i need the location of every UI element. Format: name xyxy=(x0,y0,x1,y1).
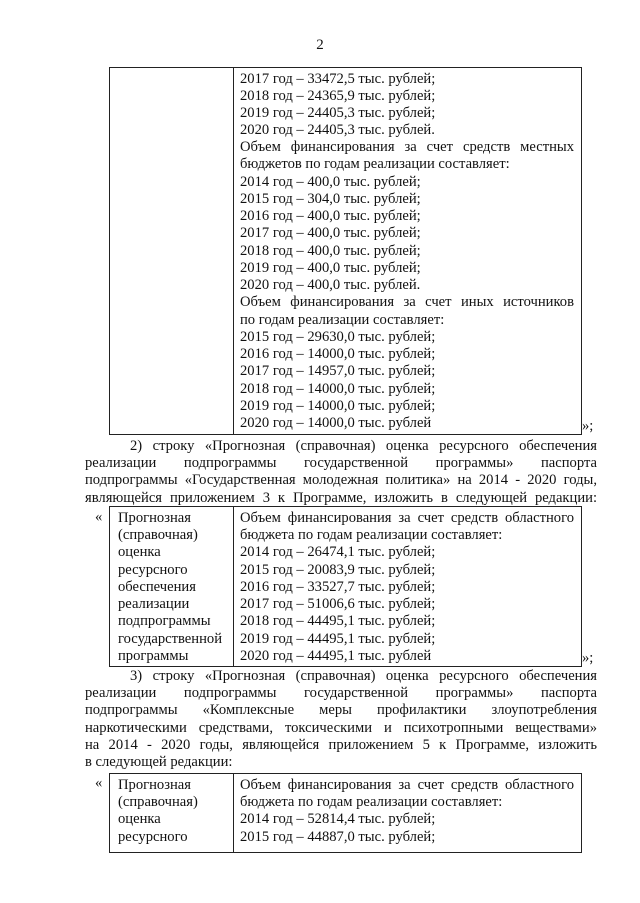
t2-right-line: 2016 год – 33527,7 тыс. рублей; xyxy=(240,579,436,595)
table-3-open-quote: « xyxy=(95,775,103,791)
t2-left-line: (справочная) xyxy=(118,527,198,543)
t1-line: 2016 год – 14000,0 тыс. рублей; xyxy=(240,346,436,362)
t1-line: 2017 год – 33472,5 тыс. рублей; xyxy=(240,71,436,87)
t2-left-line: Прогнозная xyxy=(118,510,191,526)
t2-right-line: 2020 год – 44495,1 тыс. рублей xyxy=(240,648,432,664)
t2-right-line: 2019 год – 44495,1 тыс. рублей; xyxy=(240,631,436,647)
p2-line: являющейся приложением 3 к Программе, изложить в следующей редакции: xyxy=(85,489,597,506)
t1-line: 2015 год – 304,0 тыс. рублей; xyxy=(240,191,421,207)
p3-line: подпрограммы «Комплексные меры профилактики злоупотребления xyxy=(85,702,597,719)
t1-line: 2015 год – 29630,0 тыс. рублей; xyxy=(240,329,436,345)
p3-line: 3) строку «Прогнозная (справочная) оценка ресурсного обеспечения xyxy=(130,668,597,684)
t1-line: 2018 год – 400,0 тыс. рублей; xyxy=(240,243,421,259)
table-1-close-quote: »; xyxy=(582,418,594,434)
t1-line: по годам реализации составляет: xyxy=(240,312,445,328)
t2-right-line: 2017 год – 51006,6 тыс. рублей; xyxy=(240,596,436,612)
t3-right-line: бюджета по годам реализации составляет: xyxy=(240,794,503,810)
page-number: 2 xyxy=(316,37,324,53)
t1-line: 2014 год – 400,0 тыс. рублей; xyxy=(240,174,421,190)
t2-right-line: 2015 год – 20083,9 тыс. рублей; xyxy=(240,562,436,578)
p3-line: в следующей редакции: xyxy=(85,754,233,771)
t3-right-line: 2014 год – 52814,4 тыс. рублей; xyxy=(240,811,436,827)
t2-left-line: оценка xyxy=(118,544,161,560)
t1-line: 2017 год – 14957,0 тыс. рублей; xyxy=(240,363,436,379)
t2-right-line: 2014 год – 26474,1 тыс. рублей; xyxy=(240,544,436,560)
t1-line: бюджетов по годам реализации составляет: xyxy=(240,156,510,172)
t2-right-line: бюджета по годам реализации составляет: xyxy=(240,527,503,543)
p3-line: наркотическими средствами, токсическими и психотропными веществами» xyxy=(85,719,597,736)
t1-line: 2019 год – 400,0 тыс. рублей; xyxy=(240,260,421,276)
t2-right-line: 2018 год – 44495,1 тыс. рублей; xyxy=(240,613,436,629)
t2-left-line: обеспечения xyxy=(118,579,196,595)
t3-left-line: ресурсного xyxy=(118,829,188,845)
t2-left-line: ресурсного xyxy=(118,562,188,578)
t2-left-line: подпрограммы xyxy=(118,613,211,629)
t1-line: 2020 год – 400,0 тыс. рублей. xyxy=(240,277,421,293)
p3-line: на 2014 - 2020 годы, являющейся приложением 5 к Программе, изложить xyxy=(85,736,597,753)
t1-line: Объем финансирования за счет иных источников xyxy=(240,294,574,310)
t3-right-line: Объем финансирования за счет средств областного xyxy=(240,777,574,793)
paragraph-2 xyxy=(85,438,597,507)
table-2-open-quote: « xyxy=(95,509,103,525)
t3-left-line: оценка xyxy=(118,811,161,827)
table-3-divider xyxy=(233,774,234,852)
p3-line: реализации подпрограммы государственной программы» паспорта xyxy=(85,685,597,702)
t2-left-line: реализации xyxy=(118,596,190,612)
t1-line: 2017 год – 400,0 тыс. рублей; xyxy=(240,225,421,241)
t1-line: Объем финансирования за счет средств местных xyxy=(240,139,574,155)
t1-line: 2018 год – 14000,0 тыс. рублей; xyxy=(240,381,436,397)
t2-right-line: Объем финансирования за счет средств областного xyxy=(240,510,574,526)
p2-line: 2) строку «Прогнозная (справочная) оценка ресурсного обеспечения xyxy=(130,438,597,454)
t1-line: 2020 год – 14000,0 тыс. рублей xyxy=(240,415,432,431)
t3-left-line: Прогнозная xyxy=(118,777,191,793)
t3-right-line: 2015 год – 44887,0 тыс. рублей; xyxy=(240,829,436,845)
table-2-divider xyxy=(233,507,234,666)
t1-line: 2018 год – 24365,9 тыс. рублей; xyxy=(240,88,436,104)
table-2-close-quote: »; xyxy=(582,650,594,666)
p2-line: подпрограммы «Государственная молодежная политика» на 2014 - 2020 годы, xyxy=(85,472,597,489)
t1-line: 2019 год – 14000,0 тыс. рублей; xyxy=(240,398,436,414)
t1-line: 2020 год – 24405,3 тыс. рублей. xyxy=(240,122,435,138)
t2-left-line: государственной xyxy=(118,631,223,647)
t2-left-line: программы xyxy=(118,648,189,664)
paragraph-3 xyxy=(85,668,597,771)
p2-line: реализации подпрограммы государственной программы» паспорта xyxy=(85,455,597,472)
t1-line: 2016 год – 400,0 тыс. рублей; xyxy=(240,208,421,224)
t3-left-line: (справочная) xyxy=(118,794,198,810)
table-1-divider xyxy=(233,68,234,434)
t1-line: 2019 год – 24405,3 тыс. рублей; xyxy=(240,105,436,121)
